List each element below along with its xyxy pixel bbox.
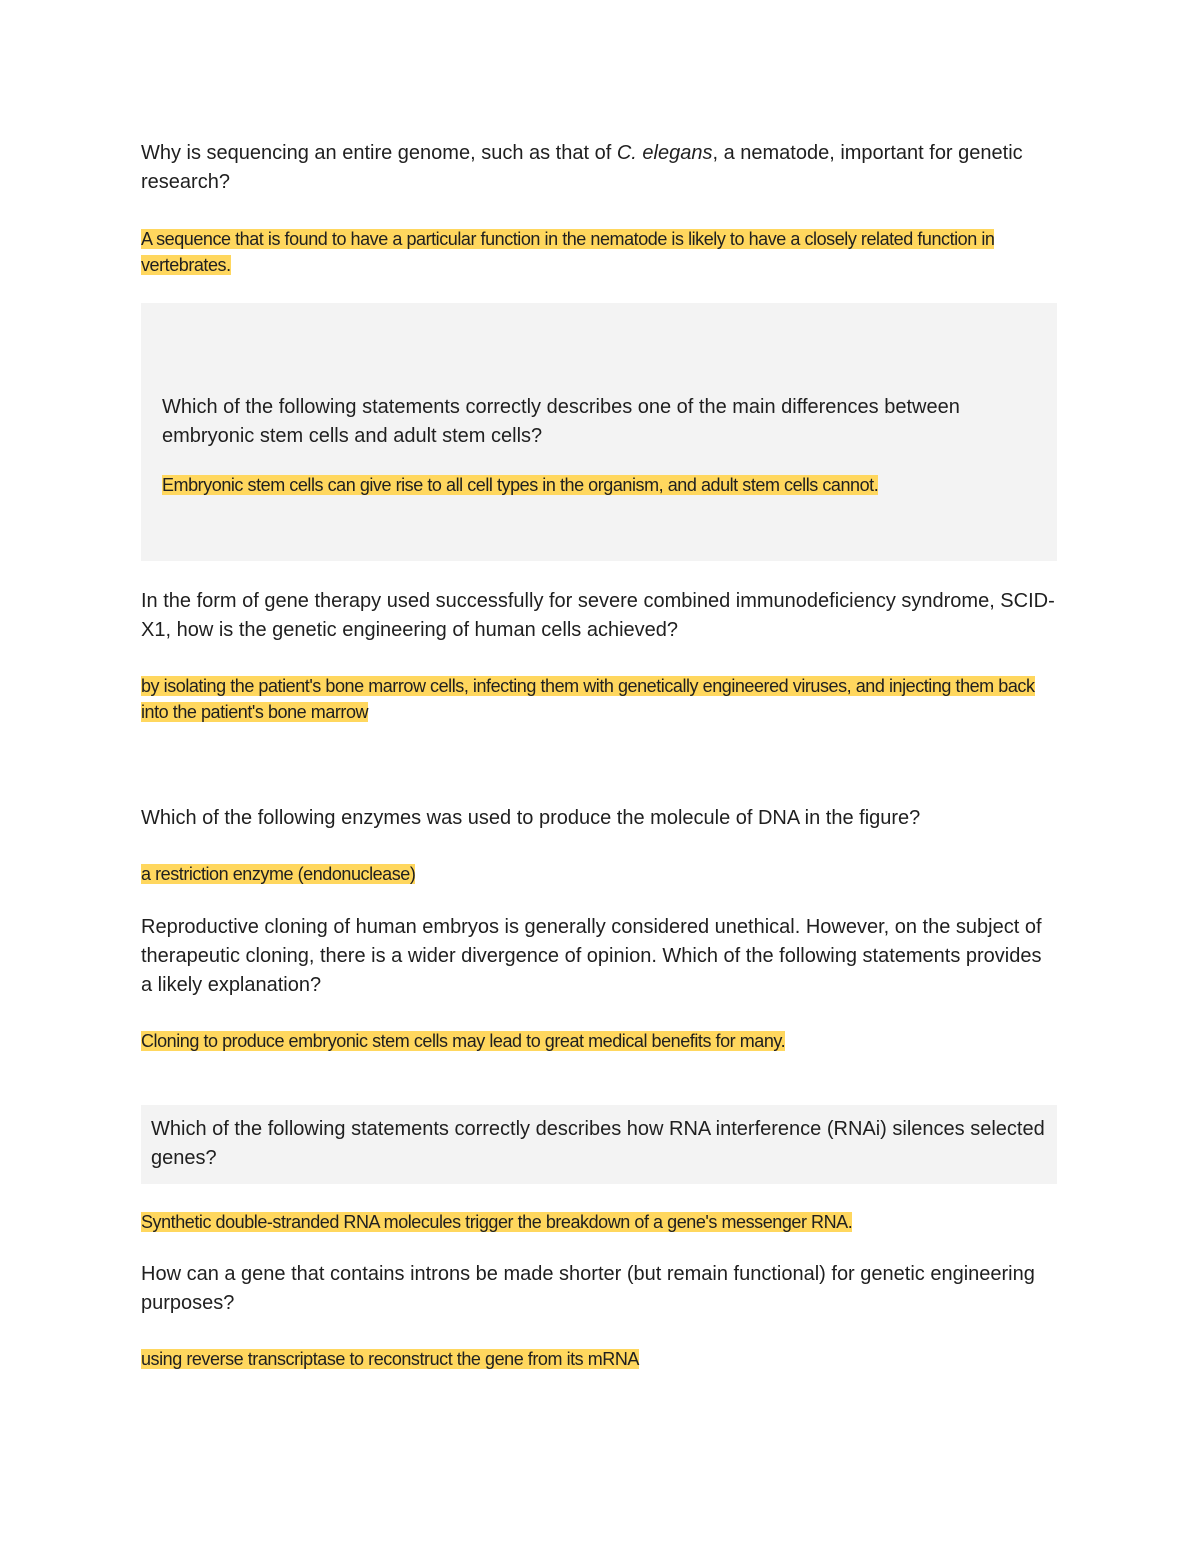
species-name: C. elegans: [616, 142, 713, 164]
answer-block-7: [141, 1346, 1057, 1372]
question-block-3: [141, 587, 1057, 645]
question-text: Which of the following statements correctly describes one of the main differences between embryonic stem cells and adult stem cells?: [162, 396, 960, 447]
question-text: How can a gene that contains introns be made shorter (but remain functional) for genetic engineering purposes?: [141, 1263, 1035, 1314]
answer-highlight: Synthetic double-stranded RNA molecules trigger the breakdown of a gene's messenger RNA.: [141, 1212, 853, 1232]
answer-highlight: A sequence that is found to have a particular function in the nematode is likely to have a closely related function in vertebrates.: [141, 229, 995, 275]
answer-block-5: [141, 1028, 1057, 1054]
answer-block-4: [141, 861, 1057, 887]
answer-highlight: using reverse transcriptase to reconstruct the gene from its mRNA: [141, 1349, 639, 1369]
answer-block-2: [162, 472, 1042, 498]
answer-block-6: [141, 1209, 1057, 1235]
question-text: Reproductive cloning of human embryos is generally considered unethical. However, on the subject of therapeutic cloning, there is a wider divergence of opinion. Which of the following statements provides a likely explanation?: [141, 916, 1042, 996]
question-block-7: [141, 1260, 1057, 1318]
answer-highlight: Cloning to produce embryonic stem cells may lead to great medical benefits for many.: [141, 1031, 786, 1051]
question-text: Why is sequencing an entire genome, such as that of C. elegans, a nematode, important for genetic research?: [141, 142, 1023, 193]
question-block-4: [141, 804, 1057, 833]
answer-highlight: Embryonic stem cells can give rise to all cell types in the organism, and adult stem cells cannot.: [162, 475, 879, 495]
question-block-5: [141, 913, 1057, 1000]
answer-highlight: a restriction enzyme (endonuclease): [141, 864, 416, 884]
question-text: In the form of gene therapy used successfully for severe combined immunodeficiency syndrome, SCID-X1, how is the genetic engineering of human cells achieved?: [141, 590, 1055, 641]
question-block-1: [141, 139, 1057, 197]
answer-block-3: [141, 673, 1057, 725]
question-block-6: [151, 1115, 1047, 1173]
question-text: Which of the following statements correctly describes how RNA interference (RNAi) silences selected genes?: [151, 1118, 1045, 1169]
answer-highlight: by isolating the patient's bone marrow cells, infecting them with genetically engineered viruses, and injecting them back into the patient's bone marrow: [141, 676, 1035, 722]
question-text: Which of the following enzymes was used to produce the molecule of DNA in the figure?: [141, 807, 921, 829]
question-block-2: [162, 393, 1042, 451]
answer-block-1: [141, 226, 1057, 278]
